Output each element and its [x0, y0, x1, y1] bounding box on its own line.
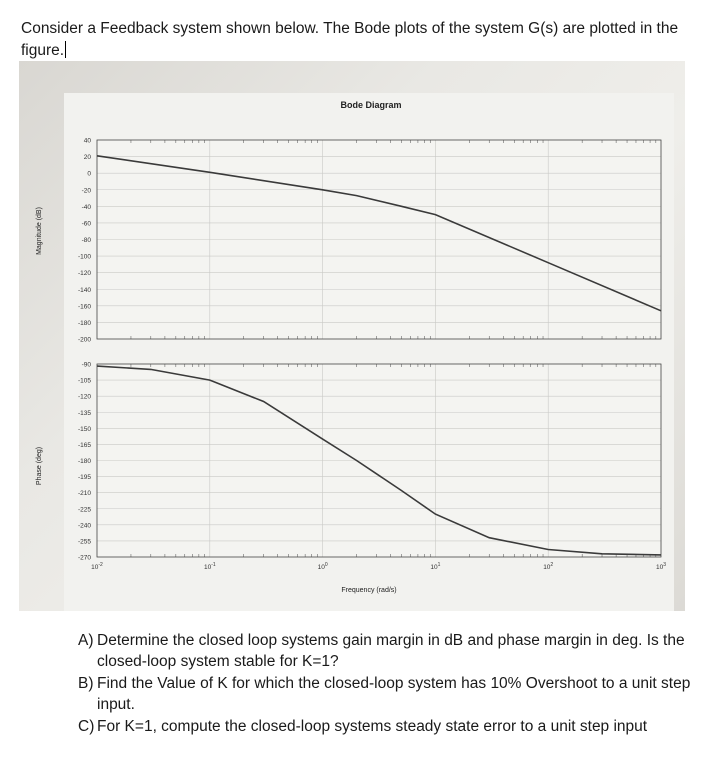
- magnitude-ytick-label: 20: [83, 154, 91, 162]
- phase-ytick-label: -180: [77, 458, 91, 465]
- magnitude-panel: [78, 138, 661, 344]
- phase-ytick-label: -105: [77, 377, 91, 385]
- question-tag: B): [78, 675, 94, 692]
- intro-text: Consider a Feedback system shown below. The Bode plots of the system G(s) are plotted in the figure.: [21, 20, 679, 59]
- question-item: [78, 673, 698, 715]
- magnitude-ytick-label: -80: [81, 237, 91, 244]
- bode-plot-photo: [19, 61, 685, 611]
- xtick-label: $10^{-2}$: [91, 562, 103, 571]
- bode-diagram: [19, 61, 685, 611]
- xtick-label: $10^{-1}$: [203, 562, 216, 571]
- question-list: [78, 630, 698, 738]
- xtick-label: $10^0$: [317, 562, 328, 571]
- phase-ytick-label: -270: [77, 554, 91, 562]
- magnitude-axis-label: Magnitude (dB): [36, 207, 43, 255]
- phase-ytick-label: -165: [77, 441, 91, 449]
- phase-ytick-label: -210: [77, 490, 91, 498]
- magnitude-ytick-label: -20: [81, 187, 91, 195]
- frequency-axis-label: Frequency (rad/s): [341, 587, 397, 594]
- phase-axis-label: Phase (deg): [36, 446, 43, 486]
- phase-ytick-label: -120: [77, 393, 91, 401]
- question-tag: C): [78, 718, 95, 735]
- problem-intro: [21, 18, 701, 62]
- magnitude-ytick-label: -160: [77, 303, 91, 311]
- magnitude-ytick-label: -140: [77, 286, 91, 294]
- phase-ytick-label: -150: [77, 425, 91, 433]
- magnitude-ytick-label: -180: [77, 319, 91, 327]
- magnitude-ytick-label: -100: [77, 253, 91, 261]
- phase-ytick-label: -135: [77, 409, 91, 417]
- question-item: [78, 716, 698, 737]
- xtick-label: $10^2$: [543, 562, 554, 571]
- text-cursor: [65, 41, 66, 58]
- magnitude-ytick-label: -120: [77, 270, 91, 278]
- question-item: [78, 630, 698, 672]
- phase-ytick-label: -225: [77, 506, 91, 514]
- magnitude-ytick-label: 40: [83, 137, 91, 145]
- question-text: For K=1, compute the closed-loop systems steady state error to a unit step input: [97, 718, 648, 735]
- magnitude-ytick-label: -60: [81, 220, 91, 228]
- phase-ytick-label: -240: [77, 522, 91, 530]
- chart-title: Bode Diagram: [340, 100, 402, 110]
- phase-ytick-label: -255: [77, 538, 91, 546]
- question-text: Determine the closed loop systems gain margin in dB and phase margin in deg. Is the closed-loop system stable for K=1?: [97, 632, 685, 670]
- question-text: Find the Value of K for which the closed-loop system has 10% Overshoot to a unit step input.: [97, 675, 691, 713]
- magnitude-ytick-label: 0: [87, 170, 91, 178]
- phase-ytick-label: -90: [81, 361, 91, 369]
- xtick-label: $10^1$: [430, 562, 441, 571]
- phase-panel: [78, 362, 666, 572]
- phase-ytick-label: -195: [77, 474, 91, 482]
- magnitude-ytick-label: -200: [77, 336, 91, 344]
- magnitude-ytick-label: -40: [81, 203, 91, 211]
- xtick-label: $10^3$: [655, 562, 667, 571]
- question-tag: A): [78, 632, 94, 649]
